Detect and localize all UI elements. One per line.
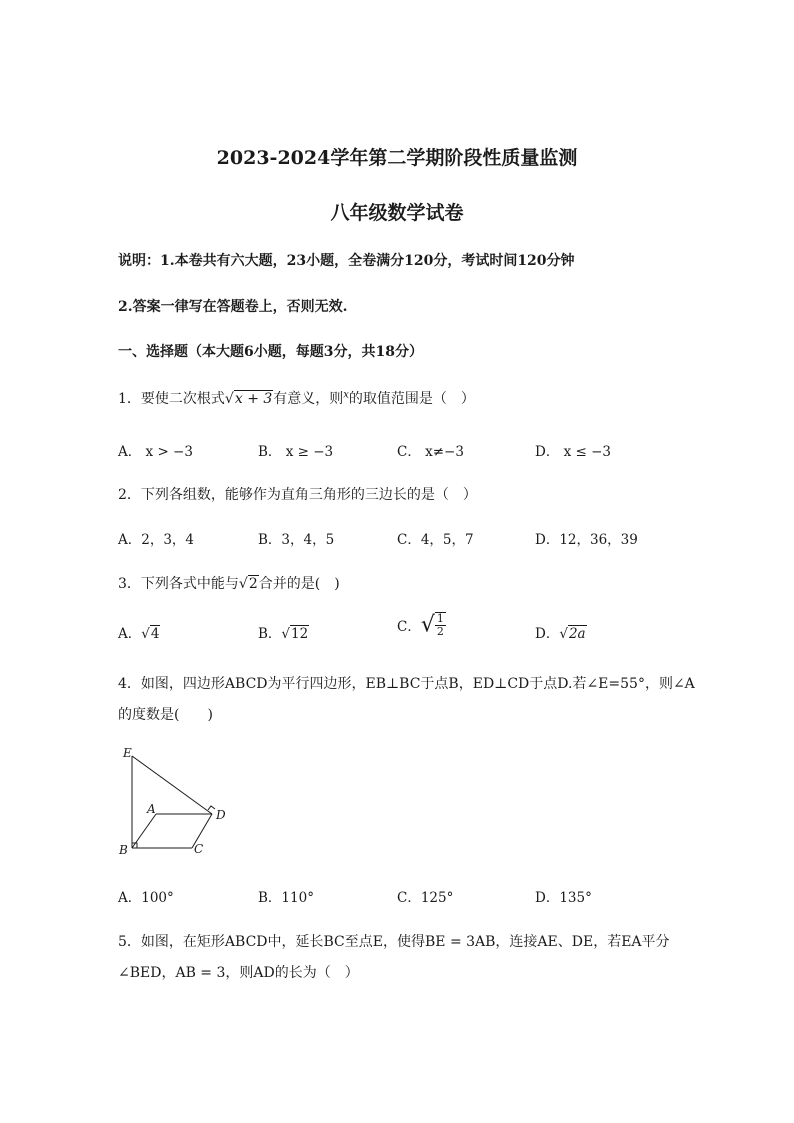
q1-option-d[interactable]: D． x ≤ −3	[535, 444, 612, 460]
q3-option-c-denominator: 2	[436, 625, 444, 638]
q1-prefix: 1．要使二次根式	[118, 391, 225, 407]
q4-figure	[112, 740, 242, 860]
q3-option-d-radicand: 2a	[568, 626, 586, 642]
exam-title: 2023-2024学年第二学期阶段性质量监测	[216, 147, 578, 169]
q3-radicand: 2	[248, 576, 258, 592]
q1-radicand: x + 3	[234, 391, 273, 407]
q3-prefix: 3．下列各式中能与	[118, 576, 239, 592]
q1-radical: √x + 3	[224, 391, 273, 407]
q4-option-d[interactable]: D．135°	[535, 890, 592, 906]
label-c: C	[194, 842, 204, 856]
q3-option-a-radicand: 4	[150, 626, 160, 642]
q2-option-d[interactable]: D．12，36，39	[535, 532, 638, 548]
exam-subtitle: 八年级数学试卷	[330, 202, 464, 224]
label-e: E	[123, 746, 132, 760]
question-5-line1: 5．如图，在矩形ABCD中，延长BC至点E，使得BE = 3AB，连接AE、DE，若EA平分	[118, 934, 670, 950]
q3-suffix: 合并的是( )	[258, 576, 340, 592]
q4-option-a[interactable]: A．100°	[118, 890, 174, 906]
q1-option-b[interactable]: B． x ≥ −3	[258, 444, 334, 460]
instructions-line2: 2.答案一律写在答题卷上，否则无效.	[118, 299, 348, 315]
section-heading-choice: 一、选择题（本大题6小题，每题3分，共18分）	[118, 344, 423, 360]
q1-var: x	[343, 389, 349, 401]
q1-suffix: 的取值范围是（ ）	[348, 391, 475, 407]
q2-option-a[interactable]: A．2，3，4	[118, 532, 195, 548]
label-a: A	[147, 802, 156, 816]
instructions-line1: 说明：1.本卷共有六大题，23小题，全卷满分120分，考试时间120分钟	[118, 253, 575, 269]
q3-option-b-label: B．	[258, 626, 282, 642]
q2-option-b[interactable]: B．3，4，5	[258, 532, 335, 548]
q3-option-a-label: A．	[118, 626, 142, 642]
segment-ed	[132, 756, 212, 814]
q3-option-b[interactable]: B．√12	[258, 626, 309, 642]
q2-option-c[interactable]: C．4，5，7	[397, 532, 474, 548]
q3-option-d[interactable]: D．√2a	[535, 626, 586, 642]
q3-option-c-numerator: 1	[436, 612, 444, 625]
right-angle-d	[208, 806, 215, 810]
q1-middle: 有意义，则	[273, 391, 344, 407]
q3-option-b-radicand: 12	[291, 626, 309, 642]
question-3	[118, 573, 340, 593]
q4-option-c[interactable]: C．125°	[397, 890, 454, 906]
question-2: 2．下列各组数，能够作为直角三角形的三边长的是（ ）	[118, 487, 477, 503]
question-5-line2: ∠BED，AB = 3，则AD的长为（ ）	[118, 965, 359, 981]
q1-option-a[interactable]: A． x > −3	[118, 444, 193, 460]
q3-option-c-fraction	[435, 612, 446, 638]
label-b: B	[119, 843, 128, 857]
question-4-line1: 4．如图，四边形ABCD为平行四边形，EB⊥BC于点B，ED⊥CD于点D.若∠E=55°，则∠A	[118, 676, 695, 692]
q3-option-c[interactable]: C．√ $\frac{1}{2}$	[397, 612, 444, 638]
q3-option-d-label: D．	[535, 626, 560, 642]
question-1	[118, 388, 475, 408]
question-4-line2: 的度数是( )	[118, 707, 213, 723]
q1-option-c[interactable]: C． x≠−3	[397, 444, 464, 460]
label-d: D	[216, 808, 226, 822]
q3-radical: √2	[238, 576, 258, 592]
q3-option-a[interactable]: A．√4	[118, 626, 160, 642]
q3-option-c-label: C．	[397, 619, 421, 635]
q4-option-b[interactable]: B．110°	[258, 890, 314, 906]
